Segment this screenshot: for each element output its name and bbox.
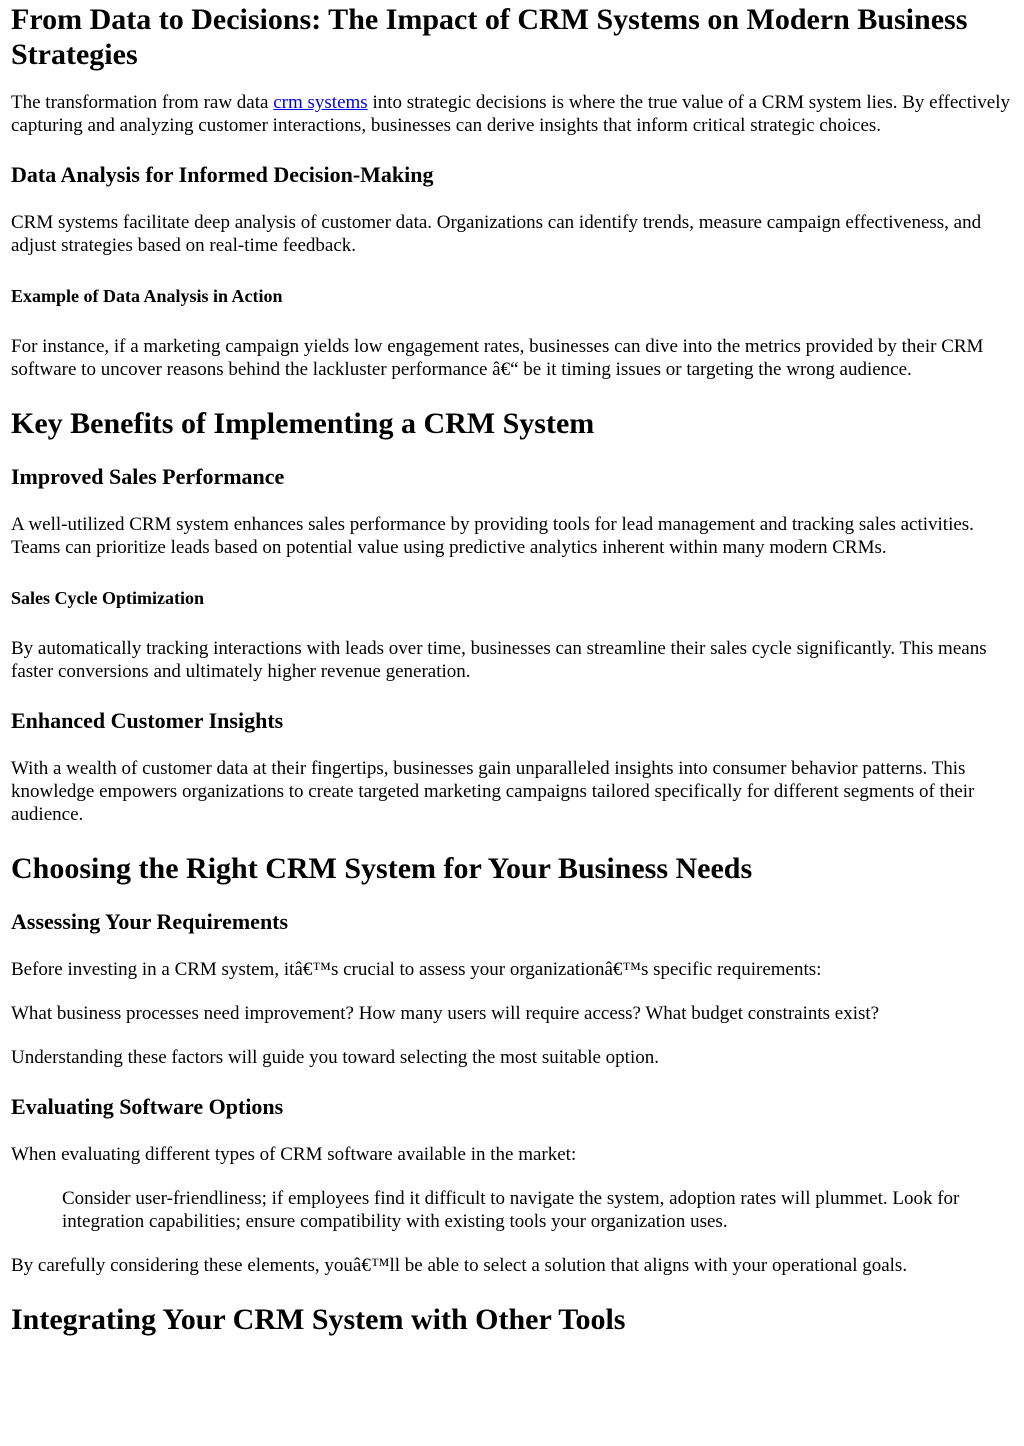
- key-benefits-heading: Key Benefits of Implementing a CRM System: [11, 407, 595, 440]
- assessing-requirements-paragraph: Before investing in a CRM system, itâ€™s crucial to assess your organizationâ€™s specific requirements:: [11, 959, 822, 980]
- sales-cycle-paragraph: By automatically tracking interactions with leads over time, businesses can streamline their sales cycle significantly. This means faster conversions and ultimately higher revenue generation.: [11, 638, 987, 682]
- evaluating-options-heading: Evaluating Software Options: [11, 1094, 284, 1119]
- evaluating-options-paragraph: When evaluating different types of CRM software available in the market:: [11, 1144, 577, 1165]
- data-analysis-paragraph: CRM systems facilitate deep analysis of customer data. Organizations can identify trends, measure campaign effectiveness, and adjust strategies based on real-time feedback.: [11, 212, 982, 256]
- customer-insights-paragraph: With a wealth of customer data at their fingertips, businesses gain unparalleled insights into consumer behavior patterns. This knowledge empowers organizations to create targeted marketing campaigns tailored specifically for different segments of their audience.: [11, 758, 975, 825]
- assessing-closing-paragraph: Understanding these factors will guide you toward selecting the most suitable option.: [11, 1047, 659, 1068]
- intro-text-after-link: into strategic decisions is where the true value of a CRM system lies. By effectively capturing and analyzing customer interactions, businesses can derive insights that inform critical strategic choices.: [11, 92, 1011, 136]
- intro-text-before-link: The transformation from raw data: [11, 92, 274, 113]
- choosing-crm-heading: Choosing the Right CRM System for Your Business Needs: [11, 852, 753, 885]
- sales-cycle-heading: Sales Cycle Optimization: [11, 588, 204, 608]
- assessing-questions-paragraph: What business processes need improvement? How many users will require access? What budget constraints exist?: [11, 1003, 880, 1024]
- customer-insights-heading: Enhanced Customer Insights: [11, 708, 284, 733]
- evaluating-closing-paragraph: By carefully considering these elements, youâ€™ll be able to select a solution that aligns with your operational goals.: [11, 1255, 908, 1276]
- example-paragraph: For instance, if a marketing campaign yields low engagement rates, businesses can dive into the metrics provided by their CRM software to uncover reasons behind the lackluster performance â€“ be it timing issues or targeting the wrong audience.: [11, 336, 984, 380]
- intro-paragraph: [11, 91, 1013, 137]
- data-analysis-heading: Data Analysis for Informed Decision-Making: [11, 162, 434, 187]
- example-heading: Example of Data Analysis in Action: [11, 286, 283, 306]
- crm-systems-link[interactable]: crm systems: [273, 92, 368, 113]
- integrating-crm-heading: Integrating Your CRM System with Other Tools: [11, 1303, 626, 1336]
- evaluating-list-item: Consider user-friendliness; if employees find it difficult to navigate the system, adoption rates will plummet. Look for integration capabilities; ensure compatibility with existing tools your organization uses.: [62, 1188, 960, 1232]
- improved-sales-paragraph: A well-utilized CRM system enhances sales performance by providing tools for lead management and tracking sales activities. Teams can prioritize leads based on potential value using predictive analytics inherent within many modern CRMs.: [11, 514, 974, 558]
- article-title: From Data to Decisions: The Impact of CRM Systems on Modern Business Strategies: [11, 3, 968, 71]
- assessing-requirements-heading: Assessing Your Requirements: [11, 909, 289, 934]
- improved-sales-heading: Improved Sales Performance: [11, 464, 285, 489]
